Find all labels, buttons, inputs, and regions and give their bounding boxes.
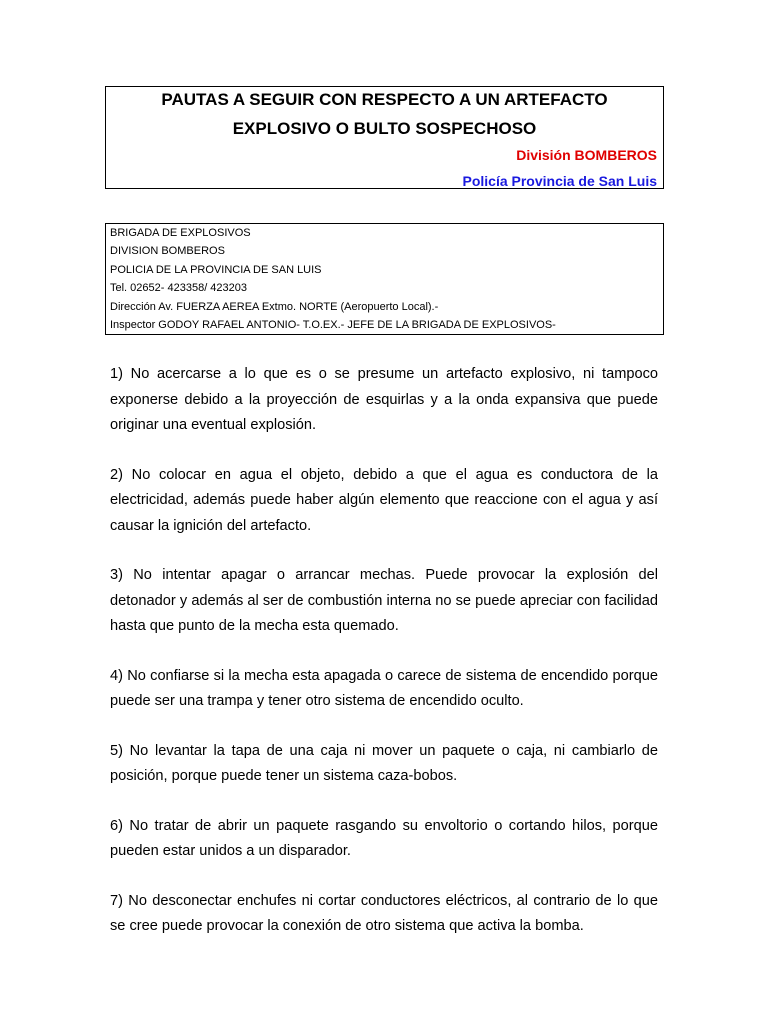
guideline-item-1: 1) No acercarse a lo que es o se presume un artefacto explosivo, ni tampoco exponerse debido a la proyección de esquirlas y a la onda expansiva que puede originar una eventual explosión. (110, 366, 658, 433)
title-box (105, 86, 664, 189)
document-title-line-1: PAUTAS A SEGUIR CON RESPECTO A UN ARTEFACTO (161, 90, 608, 109)
info-line-telefono: Tel. 02652- 423358/ 423203 (110, 282, 248, 295)
info-line-inspector: Inspector GODOY RAFAEL ANTONIO- T.O.EX.- JEFE DE LA BRIGADA DE EXPLOSIVOS- (110, 319, 556, 332)
division-label: División BOMBEROS (516, 147, 657, 163)
document-title-line-2: EXPLOSIVO O BULTO SOSPECHOSO (232, 119, 537, 138)
guideline-item-3: 3) No intentar apagar o arrancar mechas. Puede provocar la explosión del detonador y además al ser de combustión interna no se puede apreciar con facilidad hasta que punto de la mecha esta quemado. (110, 567, 658, 634)
guideline-item-5: 5) No levantar la tapa de una caja ni mover un paquete o caja, ni cambiarlo de posición, porque puede tener un sistema caza-bobos. (110, 742, 658, 784)
guideline-item-6: 6) No tratar de abrir un paquete rasgando su envoltorio o cortando hilos, porque pueden estar unidos a un disparador. (110, 817, 658, 859)
policia-label: Policía Provincia de San Luis (462, 173, 657, 189)
guideline-item-4: 4) No confiarse si la mecha esta apagada o carece de sistema de encendido porque puede ser una trampa y tener otro sistema de encendido oculto. (110, 667, 658, 709)
info-line-direccion: Dirección Av. FUERZA AEREA Extmo. NORTE (Aeropuerto Local).- (110, 300, 439, 313)
info-line-brigada: BRIGADA DE EXPLOSIVOS (110, 227, 251, 239)
contact-info-box (105, 223, 664, 335)
guideline-item-2: 2) No colocar en agua el objeto, debido a que el agua es conductora de la electricidad, además puede haber algún elemento que reaccione con el agua y así causar la ignición del artefacto. (110, 466, 658, 534)
info-line-division: DIVISION BOMBEROS (110, 245, 225, 258)
guideline-item-7: 7) No desconectar enchufes ni cortar conductores eléctricos, al contrario de lo que se cree puede provocar la conexión de otro sistema que activa la bomba. (110, 892, 658, 934)
info-line-policia: POLICIA DE LA PROVINCIA DE SAN LUIS (110, 263, 322, 276)
guidelines-list (110, 362, 658, 964)
